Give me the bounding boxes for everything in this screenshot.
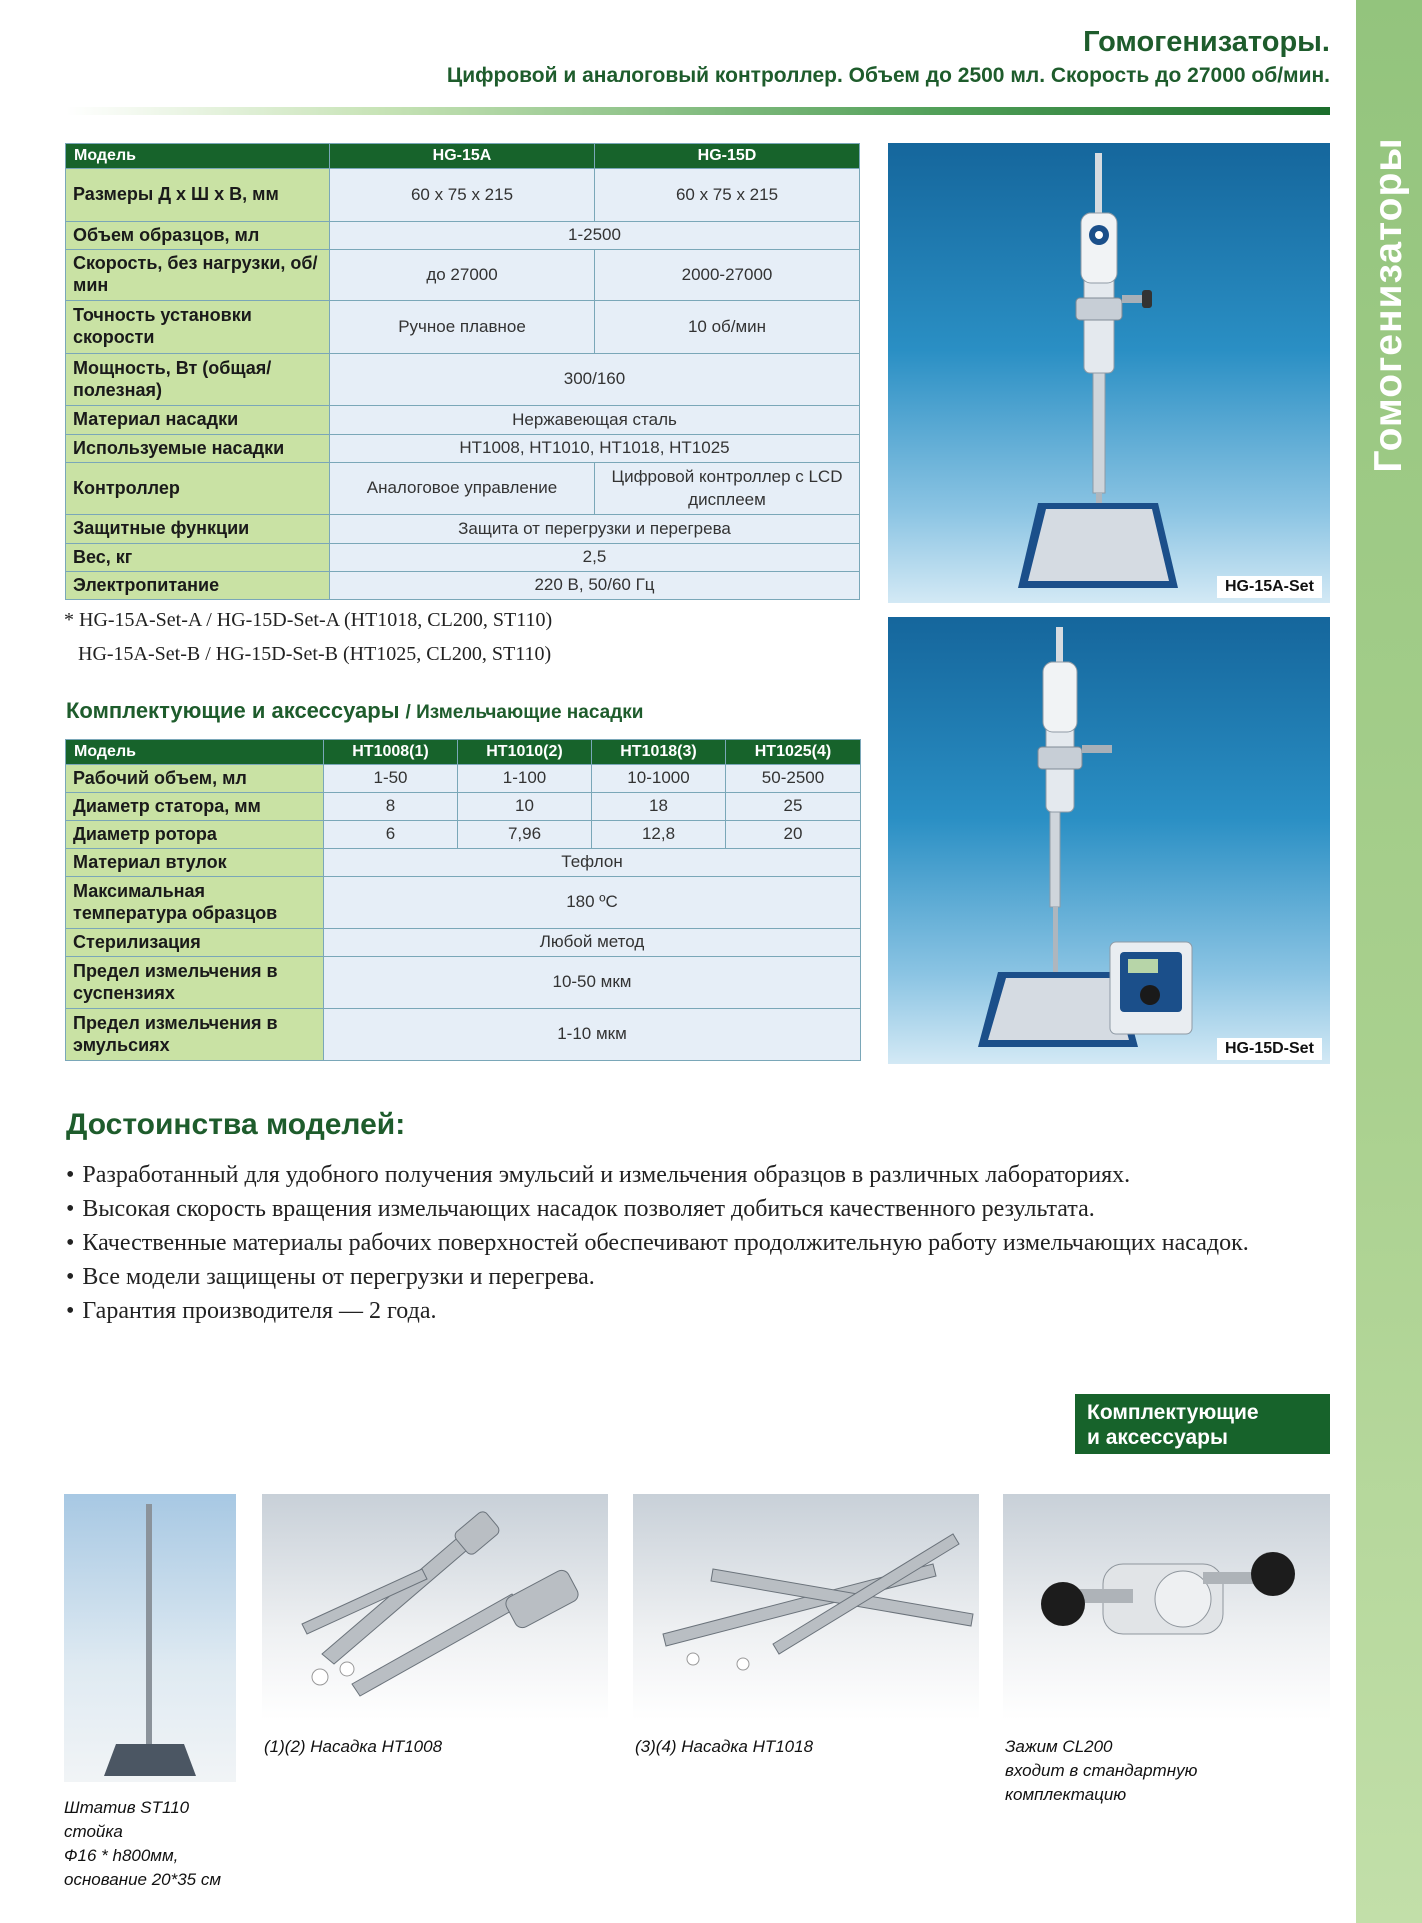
acc-row: [66, 877, 861, 929]
caption-line: стойка: [64, 1822, 123, 1841]
spec-value: 2,5: [330, 544, 860, 572]
homogenizer-analog-illustration: [888, 143, 1330, 603]
spec-value: до 27000: [330, 250, 595, 301]
acc-header-ht1018: HT1018(3): [592, 740, 726, 765]
spec-label: Используемые насадки: [66, 435, 330, 463]
spec-label: Электропитание: [66, 572, 330, 600]
advantage-item: • Все модели защищены от перегрузки и перегрева.: [66, 1260, 1330, 1294]
photo-label-hg15d-set: HG-15D-Set: [1217, 1038, 1322, 1060]
clamp-illustration: [1003, 1494, 1330, 1720]
acc-value: 7,96: [458, 821, 592, 849]
spec-row: [66, 406, 860, 435]
caption-line: входит в стандартную: [1005, 1761, 1198, 1780]
advantages-title: Достоинства моделей:: [66, 1108, 406, 1141]
spec-value: 220 В, 50/60 Гц: [330, 572, 860, 600]
accessories-heading: [66, 698, 643, 724]
spec-value: 300/160: [330, 354, 860, 406]
spec-label: Вес, кг: [66, 544, 330, 572]
spec-row: [66, 250, 860, 301]
acc-row: [66, 793, 861, 821]
side-tab: [1356, 0, 1422, 1923]
advantage-item: • Качественные материалы рабочих поверхностей обеспечивают продолжительную работу измельчающих насадок.: [66, 1226, 1330, 1260]
advantage-item: • Разработанный для удобного получения эмульсий и измельчения образцов в различных лабораториях.: [66, 1158, 1330, 1192]
spec-value: 60 х 75 х 215: [595, 169, 860, 222]
acc-row: [66, 1009, 861, 1061]
acc-value: 1-10 мкм: [324, 1009, 861, 1061]
acc-header-ht1010: HT1010(2): [458, 740, 592, 765]
spec-row: [66, 463, 860, 515]
caption-stand: [64, 1796, 221, 1892]
spec-label: Контроллер: [66, 463, 330, 515]
caption-line: комплектацию: [1005, 1785, 1127, 1804]
spec-header-hg15a: HG-15A: [330, 144, 595, 169]
advantage-item: • Гарантия производителя — 2 года.: [66, 1294, 1330, 1328]
acc-value: 25: [726, 793, 861, 821]
acc-label: Материал втулок: [66, 849, 324, 877]
acc-row: [66, 929, 861, 957]
spec-header-model: Модель: [66, 144, 330, 169]
accessories-box: [1075, 1394, 1330, 1454]
caption-line: Зажим CL200: [1005, 1737, 1113, 1756]
accessories-box-line1: Комплектующие: [1087, 1401, 1259, 1424]
accessories-heading-main: Комплектующие и аксессуары: [66, 698, 400, 723]
acc-value: 1-100: [458, 765, 592, 793]
spec-row: [66, 354, 860, 406]
advantages-list: [66, 1158, 1330, 1328]
spec-value: Аналоговое управление: [330, 463, 595, 515]
acc-label: Предел измельчения в суспензиях: [66, 957, 324, 1009]
acc-label: Диаметр ротора: [66, 821, 324, 849]
photo-hg15a-set: [888, 143, 1330, 603]
spec-value: HT1008, HT1010, HT1018, HT1025: [330, 435, 860, 463]
acc-value: 20: [726, 821, 861, 849]
accessories-heading-sub: / Измельчающие насадки: [405, 702, 644, 723]
spec-row: [66, 544, 860, 572]
set-note-b: HG-15A-Set-B / HG-15D-Set-B (HT1025, CL200, ST110): [78, 643, 552, 665]
stand-illustration: [64, 1494, 236, 1782]
spec-value: Цифровой контроллер с LCD дисплеем: [595, 463, 860, 515]
caption-clamp: [1005, 1735, 1197, 1807]
spec-value: 2000-27000: [595, 250, 860, 301]
acc-row: [66, 765, 861, 793]
caption-line: Штатив ST110: [64, 1798, 190, 1817]
photo-ht1008: [262, 1494, 608, 1720]
side-tab-title: Гомогенизаторы: [1367, 137, 1410, 473]
spec-row: [66, 515, 860, 544]
acc-header-row: [66, 740, 861, 765]
spec-label: Защитные функции: [66, 515, 330, 544]
spec-label: Объем образцов, мл: [66, 222, 330, 250]
spec-label: Точность установки скорости: [66, 301, 330, 354]
caption-line: Ф16 * h800мм,: [64, 1846, 179, 1865]
acc-header-model: Модель: [66, 740, 324, 765]
acc-value: 8: [324, 793, 458, 821]
acc-header-ht1008: HT1008(1): [324, 740, 458, 765]
dispersing-tool-ht1018-illustration: [633, 1494, 979, 1720]
acc-value: 1-50: [324, 765, 458, 793]
acc-value: 12,8: [592, 821, 726, 849]
photo-label-hg15a-set: HG-15A-Set: [1217, 576, 1322, 598]
acc-row: [66, 821, 861, 849]
spec-label: Скорость, без нагрузки, об/мин: [66, 250, 330, 301]
photo-hg15d-set: [888, 617, 1330, 1064]
acc-label: Предел измельчения в эмульсиях: [66, 1009, 324, 1061]
acc-row: [66, 957, 861, 1009]
caption-line: основание 20*35 см: [64, 1870, 222, 1889]
homogenizer-digital-illustration: [888, 617, 1330, 1064]
acc-label: Диаметр статора, мм: [66, 793, 324, 821]
acc-value: 180 ºC: [324, 877, 861, 929]
acc-row: [66, 849, 861, 877]
acc-value: 18: [592, 793, 726, 821]
acc-value: 10-1000: [592, 765, 726, 793]
spec-row: [66, 169, 860, 222]
advantage-item: • Высокая скорость вращения измельчающих насадок позволяет добиться качественного результата.: [66, 1192, 1330, 1226]
acc-header-ht1025: HT1025(4): [726, 740, 861, 765]
acc-value: Любой метод: [324, 929, 861, 957]
acc-label: Рабочий объем, мл: [66, 765, 324, 793]
spec-value: Нержавеющая сталь: [330, 406, 860, 435]
spec-value: Защита от перегрузки и перегрева: [330, 515, 860, 544]
spec-value: 60 х 75 х 215: [330, 169, 595, 222]
spec-label: Размеры Д х Ш х В, мм: [66, 169, 330, 222]
spec-row: [66, 222, 860, 250]
spec-table: [65, 143, 860, 600]
spec-label: Материал насадки: [66, 406, 330, 435]
page-subtitle: Цифровой и аналоговый контроллер. Объем до 2500 мл. Скорость до 27000 об/мин.: [446, 64, 1330, 87]
acc-label: Максимальная температура образцов: [66, 877, 324, 929]
accessories-box-line2: и аксессуары: [1087, 1426, 1228, 1450]
acc-value: Тефлон: [324, 849, 861, 877]
caption-ht1018: (3)(4) Насадка HT1018: [635, 1737, 814, 1756]
spec-row: [66, 572, 860, 600]
spec-label: Мощность, Вт (общая/полезная): [66, 354, 330, 406]
acc-label: Стерилизация: [66, 929, 324, 957]
photo-stand-st110: [64, 1494, 236, 1782]
acc-value: 10: [458, 793, 592, 821]
acc-value: 10-50 мкм: [324, 957, 861, 1009]
spec-value: 1-2500: [330, 222, 860, 250]
spec-value: 10 об/мин: [595, 301, 860, 354]
spec-header-row: [66, 144, 860, 169]
acc-value: 6: [324, 821, 458, 849]
spec-row: [66, 435, 860, 463]
photo-clamp-cl200: [1003, 1494, 1330, 1720]
spec-row: [66, 301, 860, 354]
header-divider: [66, 107, 1330, 115]
dispersing-tool-ht1008-illustration: [262, 1494, 608, 1720]
accessories-table: [65, 739, 861, 1061]
set-note-a: * HG-15A-Set-A / HG-15D-Set-A (HT1018, CL200, ST110): [64, 609, 553, 631]
caption-ht1008: (1)(2) Насадка HT1008: [264, 1737, 443, 1756]
acc-value: 50-2500: [726, 765, 861, 793]
page-title: Гомогенизаторы.: [1083, 26, 1330, 58]
spec-header-hg15d: HG-15D: [595, 144, 860, 169]
spec-value: Ручное плавное: [330, 301, 595, 354]
photo-ht1018: [633, 1494, 979, 1720]
